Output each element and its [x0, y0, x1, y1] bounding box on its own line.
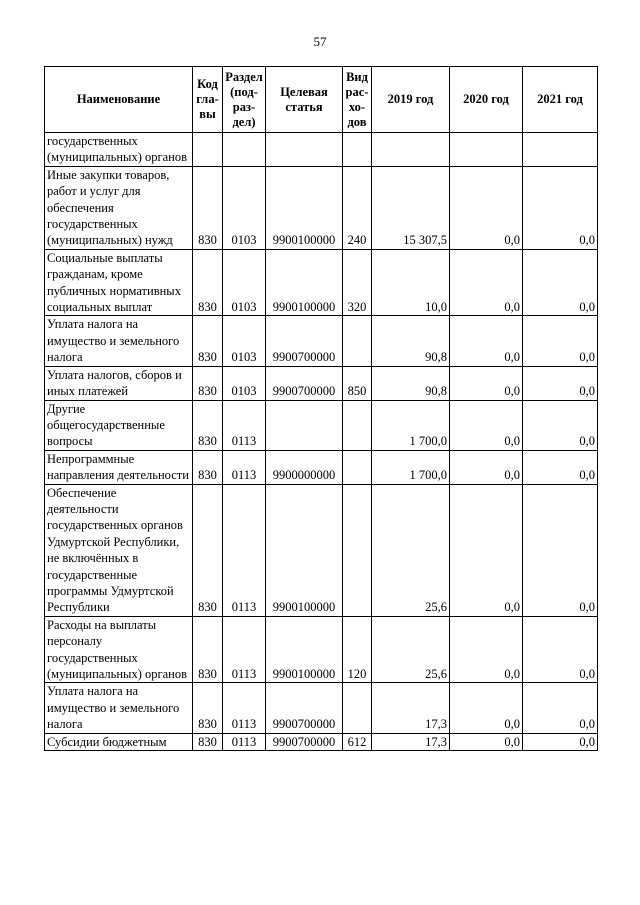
cell-2021: 0,0 [523, 166, 598, 249]
table-row [45, 249, 598, 316]
cell-kod: 830 [193, 249, 223, 316]
cell-vid: 120 [343, 616, 372, 683]
cell-2019: 25,6 [372, 616, 450, 683]
cell-razdel: 0113 [223, 450, 266, 484]
budget-table [44, 66, 598, 751]
cell-kod: 830 [193, 450, 223, 484]
cell-name: Непрограммные направления деятельности [45, 450, 193, 484]
cell-vid: 320 [343, 249, 372, 316]
cell-2019: 90,8 [372, 316, 450, 366]
cell-2020: 0,0 [450, 484, 523, 616]
cell-name: Уплата налогов, сборов и иных платежей [45, 366, 193, 400]
table-row [45, 133, 598, 167]
cell-celevaya: 9900700000 [266, 316, 343, 366]
cell-name: Социальные выплаты гражданам, кроме публичных нормативных социальных выплат [45, 249, 193, 316]
cell-2019: 1 700,0 [372, 400, 450, 450]
cell-razdel: 0103 [223, 366, 266, 400]
cell-2019: 10,0 [372, 249, 450, 316]
page-number: 57 [313, 34, 327, 49]
table-row [45, 484, 598, 616]
cell-razdel: 0103 [223, 316, 266, 366]
cell-name: Расходы на выплаты персоналу государственных (муниципальных) органов [45, 616, 193, 683]
cell-celevaya [266, 133, 343, 167]
cell-2019: 17,3 [372, 683, 450, 733]
header-2020: 2020 год [450, 67, 523, 133]
cell-name: Уплата налога на имущество и земельного налога [45, 683, 193, 733]
cell-2020: 0,0 [450, 616, 523, 683]
table-row [45, 400, 598, 450]
cell-kod: 830 [193, 484, 223, 616]
cell-2020: 0,0 [450, 400, 523, 450]
cell-vid [343, 683, 372, 733]
cell-2020: 0,0 [450, 366, 523, 400]
cell-2019: 15 307,5 [372, 166, 450, 249]
cell-vid [343, 316, 372, 366]
cell-razdel [223, 133, 266, 167]
cell-2020: 0,0 [450, 683, 523, 733]
table-row [45, 733, 598, 750]
cell-2019: 25,6 [372, 484, 450, 616]
cell-vid [343, 400, 372, 450]
cell-celevaya: 9900100000 [266, 249, 343, 316]
header-razdel: Раздел (под-раз-дел) [223, 67, 266, 133]
cell-razdel: 0113 [223, 683, 266, 733]
cell-kod [193, 133, 223, 167]
cell-2021: 0,0 [523, 249, 598, 316]
table-row [45, 316, 598, 366]
cell-2021: 0,0 [523, 316, 598, 366]
cell-2021: 0,0 [523, 616, 598, 683]
cell-name: государственных (муниципальных) органов [45, 133, 193, 167]
cell-celevaya: 9900700000 [266, 366, 343, 400]
cell-name: Иные закупки товаров, работ и услуг для обеспечения государственных (муниципальных) нужд [45, 166, 193, 249]
cell-2021: 0,0 [523, 683, 598, 733]
cell-name: Уплата налога на имущество и земельного налога [45, 316, 193, 366]
cell-kod: 830 [193, 400, 223, 450]
cell-celevaya: 9900100000 [266, 166, 343, 249]
table-row [45, 683, 598, 733]
cell-celevaya: 9900000000 [266, 450, 343, 484]
cell-2020: 0,0 [450, 316, 523, 366]
cell-vid [343, 133, 372, 167]
cell-celevaya [266, 400, 343, 450]
cell-name: Обеспечение деятельности государственных органов Удмуртской Республики, не включённых в государственные программы Удмуртской Республики [45, 484, 193, 616]
cell-razdel: 0103 [223, 166, 266, 249]
cell-celevaya: 9900100000 [266, 616, 343, 683]
cell-celevaya: 9900700000 [266, 733, 343, 750]
cell-2021 [523, 133, 598, 167]
header-2019: 2019 год [372, 67, 450, 133]
cell-2020 [450, 133, 523, 167]
cell-2019: 90,8 [372, 366, 450, 400]
cell-2020: 0,0 [450, 249, 523, 316]
header-celevaya: Целевая статья [266, 67, 343, 133]
cell-kod: 830 [193, 316, 223, 366]
cell-vid: 850 [343, 366, 372, 400]
cell-vid: 240 [343, 166, 372, 249]
cell-kod: 830 [193, 166, 223, 249]
cell-2020: 0,0 [450, 450, 523, 484]
table-row [45, 450, 598, 484]
cell-razdel: 0113 [223, 484, 266, 616]
cell-2020: 0,0 [450, 733, 523, 750]
table-row [45, 616, 598, 683]
cell-razdel: 0113 [223, 616, 266, 683]
cell-2020: 0,0 [450, 166, 523, 249]
cell-vid [343, 484, 372, 616]
cell-razdel: 0113 [223, 400, 266, 450]
cell-razdel: 0103 [223, 249, 266, 316]
cell-celevaya: 9900100000 [266, 484, 343, 616]
header-row [45, 67, 598, 133]
cell-2019: 17,3 [372, 733, 450, 750]
cell-2021: 0,0 [523, 366, 598, 400]
cell-vid [343, 450, 372, 484]
cell-2021: 0,0 [523, 484, 598, 616]
cell-2021: 0,0 [523, 450, 598, 484]
cell-kod: 830 [193, 733, 223, 750]
cell-2021: 0,0 [523, 733, 598, 750]
header-name: Наименование [45, 67, 193, 133]
header-2021: 2021 год [523, 67, 598, 133]
cell-kod: 830 [193, 683, 223, 733]
header-kod: Код гла-вы [193, 67, 223, 133]
table-row [45, 366, 598, 400]
cell-celevaya: 9900700000 [266, 683, 343, 733]
cell-razdel: 0113 [223, 733, 266, 750]
cell-kod: 830 [193, 616, 223, 683]
header-vid: Вид рас-хо-дов [343, 67, 372, 133]
table-row [45, 166, 598, 249]
cell-2021: 0,0 [523, 400, 598, 450]
cell-vid: 612 [343, 733, 372, 750]
cell-name: Субсидии бюджетным [45, 733, 193, 750]
cell-name: Другие общегосударственные вопросы [45, 400, 193, 450]
cell-kod: 830 [193, 366, 223, 400]
cell-2019: 1 700,0 [372, 450, 450, 484]
cell-2019 [372, 133, 450, 167]
